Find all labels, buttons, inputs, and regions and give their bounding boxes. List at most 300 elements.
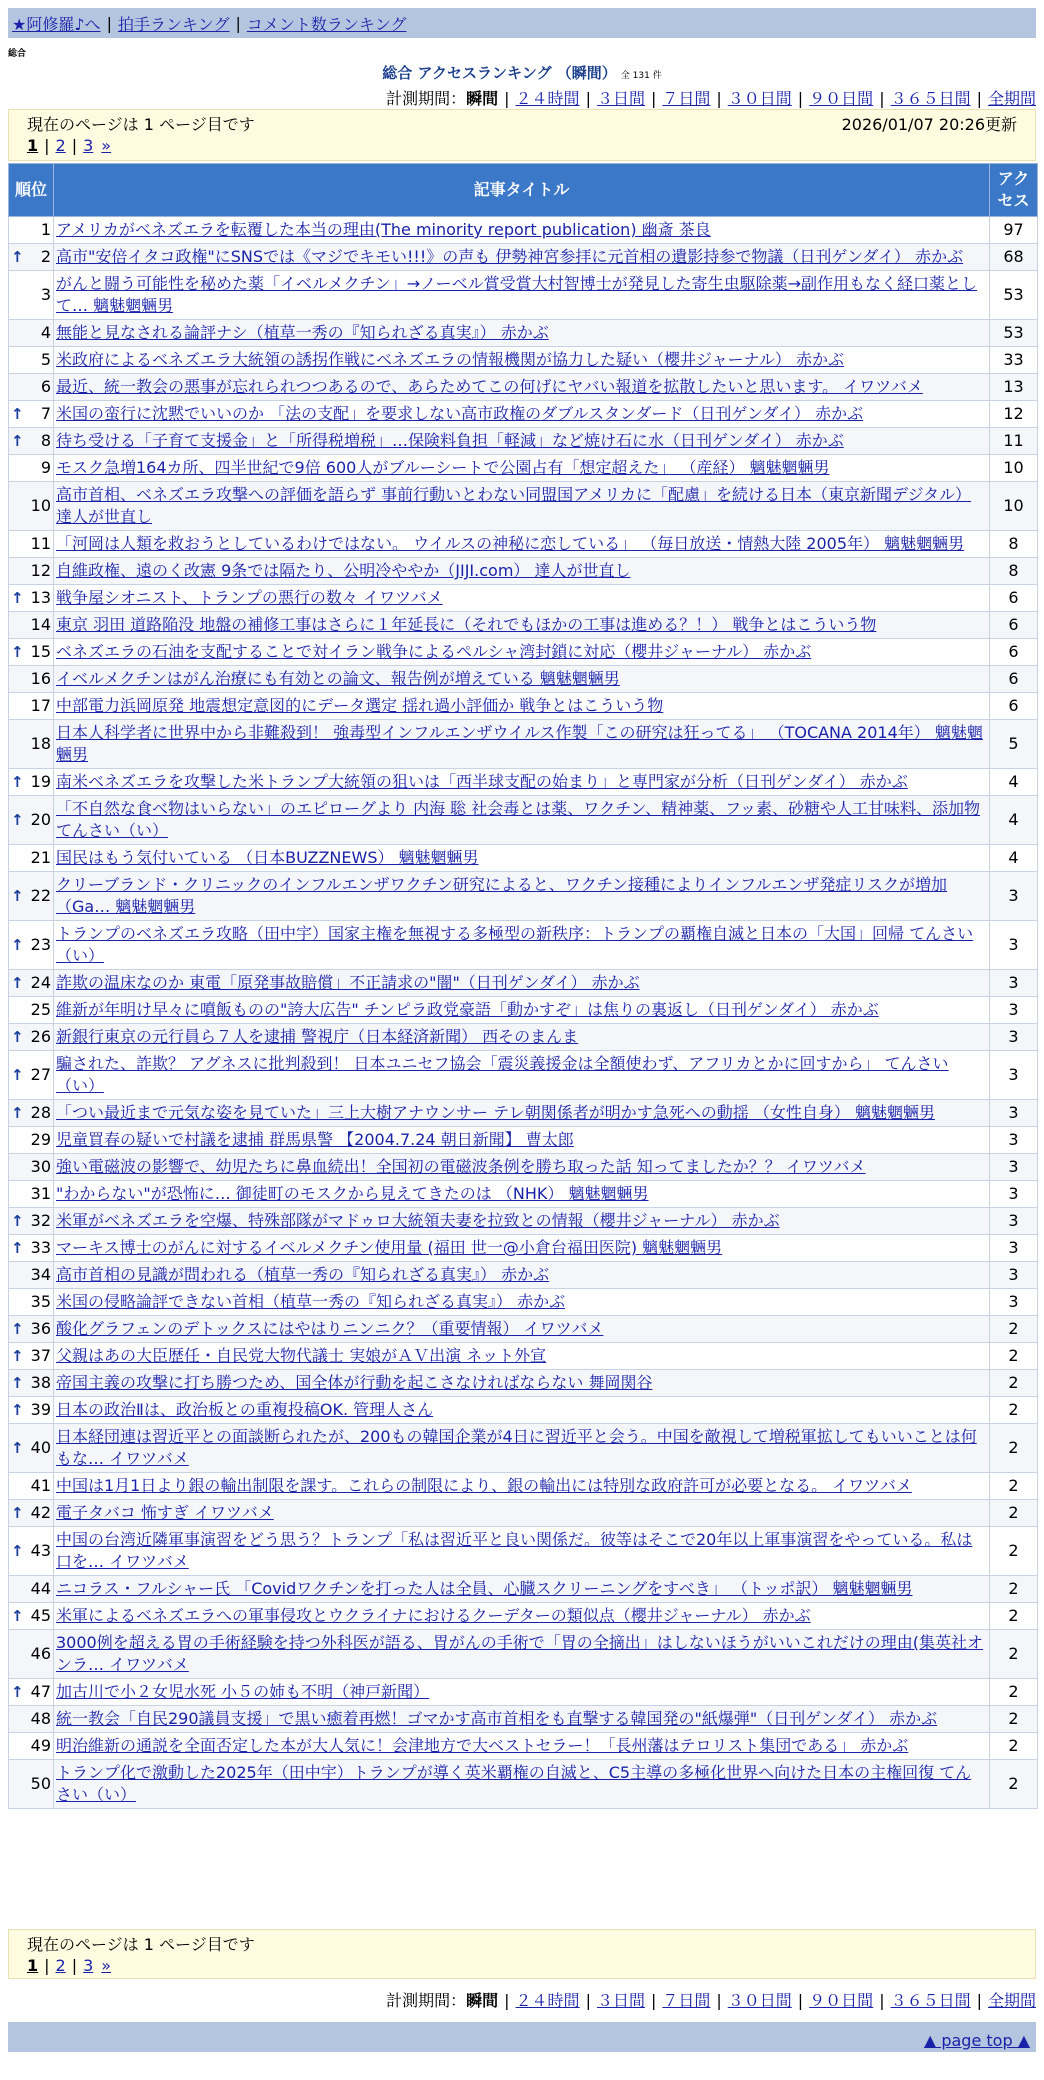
article-title-link[interactable]: 加古川で小２女児水死 小５の姉も不明（神戸新聞） xyxy=(56,1682,430,1701)
access-count: 3 xyxy=(990,1208,1038,1235)
rank-number: 21 xyxy=(30,848,51,867)
article-title-link[interactable]: 詐欺の温床なのか 東電「原発事故賠償」不正請求の"闇"（日刊ゲンダイ） 赤かぶ xyxy=(56,973,640,992)
rank-number: 27 xyxy=(30,1065,51,1084)
access-count: 3 xyxy=(990,1154,1038,1181)
table-row xyxy=(9,531,1038,558)
ranking-title-text: 総合 アクセスランキング （瞬間） xyxy=(382,64,617,82)
rank-cell xyxy=(9,401,54,428)
access-count: 10 xyxy=(990,482,1038,531)
period-separator: | xyxy=(716,1991,722,2010)
rank-number: 6 xyxy=(40,377,51,396)
title-cell xyxy=(54,1181,990,1208)
rank-up-arrow-icon: ↑ xyxy=(11,936,24,954)
rank-cell xyxy=(9,1262,54,1289)
rank-number: 23 xyxy=(30,935,51,954)
period-separator: | xyxy=(716,89,722,108)
rank-number: 38 xyxy=(30,1373,51,1392)
pagination-top xyxy=(27,134,1017,156)
rank-cell xyxy=(9,558,54,585)
article-title-link[interactable]: がんと闘う可能性を秘めた薬「イベルメクチン」→ノーベル賞受賞大村智博士が発見した寄生虫駆除薬→副作用もなく経口薬として… 魑魅魍魎男 xyxy=(56,274,978,315)
rank-number: 4 xyxy=(40,323,51,342)
article-title-link[interactable]: 父親はあの大臣歴任・自民党大物代議士 実娘がＡＶ出演 ネット外宣 xyxy=(56,1346,547,1365)
next-page-link[interactable]: » xyxy=(101,135,112,155)
rank-number: 22 xyxy=(30,886,51,905)
access-count: 97 xyxy=(990,217,1038,244)
article-title-link[interactable]: 3000例を超える胃の手術経験を持つ外科医が語る、胃がんの手術で「胃の全摘出」はしないほうがいいこれだけの理由(集英社オンラ… イワツバメ xyxy=(56,1633,983,1674)
access-count: 3 xyxy=(990,1051,1038,1100)
access-count: 2 xyxy=(990,1527,1038,1576)
access-count: 8 xyxy=(990,558,1038,585)
rank-cell xyxy=(9,1051,54,1100)
period-separator: | xyxy=(797,1991,804,2010)
period-option-link[interactable]: ３０日間 xyxy=(727,1991,792,2010)
title-cell xyxy=(54,1424,990,1473)
page-link[interactable]: 3 xyxy=(83,135,94,155)
period-label: 計測期間： xyxy=(386,1991,467,2010)
rank-cell xyxy=(9,720,54,769)
table-row xyxy=(9,1679,1038,1706)
article-title-link[interactable]: 新銀行東京の元行員ら７人を逮捕 警視庁（日本経済新聞） 西そのまんま xyxy=(56,1027,579,1046)
article-title-link[interactable]: 明治維新の通説を全面否定した本が大人気に！会津地方で大ベストセラー！「長州藩はテロリスト集団である」 赤かぶ xyxy=(56,1736,909,1755)
article-title-link[interactable]: 「つい最近まで元気な姿を見ていた」三上大樹アナウンサー テレ朝関係者が明かす急死への動揺 （女性自身） 魑魅魍魎男 xyxy=(56,1103,935,1122)
rank-up-arrow-icon: ↑ xyxy=(11,1542,24,1560)
article-title-link[interactable]: 無能と見なされる論評ナシ（植草一秀の『知られざる真実』） 赤かぶ xyxy=(56,323,549,342)
access-count: 3 xyxy=(990,1100,1038,1127)
rank-number: 35 xyxy=(30,1292,51,1311)
table-row xyxy=(9,720,1038,769)
access-count: 2 xyxy=(990,1733,1038,1760)
title-cell xyxy=(54,872,990,921)
rank-cell xyxy=(9,531,54,558)
nav-home-link[interactable]: ★阿修羅♪へ xyxy=(12,14,101,34)
table-row xyxy=(9,271,1038,320)
rank-number: 1 xyxy=(40,220,51,239)
rank-number: 31 xyxy=(30,1184,51,1203)
access-count: 2 xyxy=(990,1343,1038,1370)
article-title-link[interactable]: 日本の政治Ⅱは、政治板との重複投稿OK. 管理人さん xyxy=(56,1400,434,1419)
access-count: 2 xyxy=(990,1679,1038,1706)
period-current: 瞬間 xyxy=(466,89,499,108)
rank-number: 28 xyxy=(30,1103,51,1122)
article-title-link[interactable]: 酸化グラフェンのデトックスにはやはりニンニク？（重要情報） イワツバメ xyxy=(56,1319,604,1338)
rank-cell xyxy=(9,1527,54,1576)
title-cell xyxy=(54,244,990,271)
title-cell xyxy=(54,970,990,997)
rank-number: 8 xyxy=(40,431,51,450)
rank-number: 33 xyxy=(30,1238,51,1257)
rank-cell xyxy=(9,1473,54,1500)
rank-cell xyxy=(9,845,54,872)
page-info-top xyxy=(8,109,1036,161)
access-count: 3 xyxy=(990,1127,1038,1154)
rank-number: 34 xyxy=(30,1265,51,1284)
rank-up-arrow-icon: ↑ xyxy=(11,1239,24,1257)
article-title-link[interactable]: 待ち受ける「子育て支援金」と「所得税増税」…保険料負担「軽減」など焼け石に水（日刊ゲンダイ） 赤かぶ xyxy=(56,431,844,450)
rank-cell xyxy=(9,612,54,639)
rank-up-arrow-icon: ↑ xyxy=(11,1401,24,1419)
period-option-link[interactable]: ９０日間 xyxy=(809,1991,874,2010)
nav-comment-ranking-link[interactable]: コメント数ランキング xyxy=(246,14,407,34)
table-row xyxy=(9,1527,1038,1576)
access-count: 2 xyxy=(990,1424,1038,1473)
article-title-link[interactable]: 高市"安倍イタコ政権"にSNSでは《マジでキモい!!!》の声も 伊勢神宮参拝に元首相の遺影持参で物議（日刊ゲンダイ） 赤かぶ xyxy=(56,247,964,266)
rank-number: 43 xyxy=(30,1541,51,1560)
rank-up-arrow-icon: ↑ xyxy=(11,1439,24,1457)
page-current: 1 xyxy=(27,1955,39,1975)
title-cell xyxy=(54,693,990,720)
table-row xyxy=(9,1760,1038,1809)
rank-cell xyxy=(9,769,54,796)
rank-number: 12 xyxy=(30,561,51,580)
table-row xyxy=(9,796,1038,845)
article-title-link[interactable]: 「河岡は人類を救おうとしているわけではない。 ウイルスの神秘に恋している」 （毎日放送・情熱大陸 2005年） 魑魅魍魎男 xyxy=(56,534,965,553)
access-count: 3 xyxy=(990,921,1038,970)
article-title-link[interactable]: トランプのベネズエラ攻略（田中宇）国家主権を無視する多極型の新秩序：トランプの覇権自滅と日本の「大国」回帰 てんさい（い） xyxy=(56,924,974,965)
table-row xyxy=(9,558,1038,585)
rank-cell xyxy=(9,374,54,401)
rank-cell xyxy=(9,1370,54,1397)
article-title-link[interactable]: 児童買春の疑いで村議を逮捕 群馬県警 【2004.7.24 朝日新聞】 曹太郎 xyxy=(56,1130,574,1149)
rank-number: 11 xyxy=(30,534,51,553)
rank-number: 48 xyxy=(30,1709,51,1728)
rank-cell xyxy=(9,1316,54,1343)
period-option-link[interactable]: ３６５日間 xyxy=(890,1991,971,2010)
period-current: 瞬間 xyxy=(466,1991,499,2010)
access-count: 3 xyxy=(990,1289,1038,1316)
access-count: 3 xyxy=(990,1024,1038,1051)
rank-number: 40 xyxy=(30,1438,51,1457)
table-row xyxy=(9,1603,1038,1630)
access-count: 2 xyxy=(990,1397,1038,1424)
title-cell xyxy=(54,1127,990,1154)
rank-cell xyxy=(9,1733,54,1760)
header-rank xyxy=(9,164,54,217)
title-cell xyxy=(54,558,990,585)
bottom-bar xyxy=(8,2022,1036,2052)
rank-cell xyxy=(9,1235,54,1262)
rank-up-arrow-icon: ↑ xyxy=(11,974,24,992)
period-selector-bottom xyxy=(386,1988,1036,2011)
page-link[interactable]: 3 xyxy=(83,1955,94,1975)
rank-up-arrow-icon: ↑ xyxy=(11,1607,24,1625)
rank-up-arrow-icon: ↑ xyxy=(11,248,24,266)
rank-cell xyxy=(9,693,54,720)
title-cell xyxy=(54,1500,990,1527)
article-title-link[interactable]: ベネズエラの石油を支配することで対イラン戦争によるペルシャ湾封鎖に対応（櫻井ジャーナル） 赤かぶ xyxy=(56,642,812,661)
title-cell xyxy=(54,401,990,428)
rank-number: 15 xyxy=(30,642,51,661)
title-cell xyxy=(54,612,990,639)
table-row xyxy=(9,997,1038,1024)
table-row xyxy=(9,1316,1038,1343)
article-title-link[interactable]: 維新が年明け早々に噴飯ものの"誇大広告" チンピラ政党豪語「動かすぞ」は焦りの裏返し（日刊ゲンダイ） 赤かぶ xyxy=(56,1000,879,1019)
title-cell xyxy=(54,1024,990,1051)
rank-cell xyxy=(9,1208,54,1235)
title-cell xyxy=(54,1316,990,1343)
title-cell xyxy=(54,720,990,769)
period-option-link[interactable]: ３日間 xyxy=(596,1991,645,2010)
rank-cell xyxy=(9,1603,54,1630)
rank-number: 10 xyxy=(30,496,51,515)
title-cell xyxy=(54,1576,990,1603)
page-separator: | xyxy=(71,1955,78,1975)
access-count: 4 xyxy=(990,845,1038,872)
article-title-link[interactable]: 中国の台湾近隣軍事演習をどう思う？トランプ「私は習近平と良い関係だ。彼等はそこで20年以上軍事演習をやっている。私は口を… イワツバメ xyxy=(56,1530,973,1571)
rank-up-arrow-icon: ↑ xyxy=(11,811,24,829)
ranking-title xyxy=(0,62,1044,83)
rank-up-arrow-icon: ↑ xyxy=(11,1066,24,1084)
title-cell xyxy=(54,1733,990,1760)
article-title-link[interactable]: 米国の侵略論評できない首相（植草一秀の『知られざる真実』） 赤かぶ xyxy=(56,1292,566,1311)
rank-up-arrow-icon: ↑ xyxy=(11,1320,24,1338)
rank-up-arrow-icon: ↑ xyxy=(11,1504,24,1522)
article-title-link[interactable]: 中部電力浜岡原発 地震想定意図的にデータ選定 揺れ過小評価か 戦争とはこういう物 xyxy=(56,696,664,715)
table-row xyxy=(9,1424,1038,1473)
rank-number: 9 xyxy=(40,458,51,477)
period-separator: | xyxy=(976,1991,982,2010)
access-count: 2 xyxy=(990,1370,1038,1397)
article-title-link[interactable]: "わからない"が恐怖に… 御徒町のモスクから見えてきたのは （NHK） 魑魅魍魎男 xyxy=(56,1184,649,1203)
rank-cell xyxy=(9,666,54,693)
article-title-link[interactable]: 自維政権、遠のく改憲 9条では隔たり、公明冷ややか（JIJI.com） 達人が世直し xyxy=(56,561,631,580)
rank-number: 46 xyxy=(30,1644,51,1663)
period-option-link[interactable]: ２４時間 xyxy=(515,89,580,108)
table-row xyxy=(9,1208,1038,1235)
table-row xyxy=(9,666,1038,693)
rank-number: 24 xyxy=(30,973,51,992)
rank-cell xyxy=(9,1679,54,1706)
page-link[interactable]: 2 xyxy=(55,135,66,155)
article-title-link[interactable]: アメリカがベネズエラを転覆した本当の理由(The minority report publication) 幽斎 茶良 xyxy=(56,220,711,239)
title-cell xyxy=(54,1527,990,1576)
period-option-link[interactable]: ９０日間 xyxy=(809,89,874,108)
access-count: 5 xyxy=(990,720,1038,769)
rank-up-arrow-icon: ↑ xyxy=(11,773,24,791)
period-separator: | xyxy=(879,89,885,108)
title-cell xyxy=(54,1289,990,1316)
title-cell xyxy=(54,1679,990,1706)
rank-up-arrow-icon: ↑ xyxy=(11,1374,24,1392)
table-row xyxy=(9,921,1038,970)
page-separator: | xyxy=(44,135,50,155)
table-row xyxy=(9,1397,1038,1424)
rank-number: 16 xyxy=(30,669,51,688)
table-row xyxy=(9,769,1038,796)
rank-cell xyxy=(9,997,54,1024)
period-separator: | xyxy=(585,1991,591,2010)
access-count: 3 xyxy=(990,1181,1038,1208)
period-separator: | xyxy=(504,1991,510,2010)
rank-up-arrow-icon: ↑ xyxy=(11,1104,24,1122)
title-cell xyxy=(54,845,990,872)
table-row xyxy=(9,612,1038,639)
rank-up-arrow-icon: ↑ xyxy=(11,432,24,450)
rank-number: 25 xyxy=(30,1000,51,1019)
rank-number: 17 xyxy=(30,696,51,715)
rank-cell xyxy=(9,455,54,482)
period-option-link[interactable]: ７日間 xyxy=(662,89,711,108)
title-cell xyxy=(54,531,990,558)
section-label: 総合 xyxy=(8,49,27,59)
rank-number: 50 xyxy=(30,1774,51,1793)
access-count: 3 xyxy=(990,1235,1038,1262)
article-title-link[interactable]: 東京 羽田 道路陥没 地盤の補修工事はさらに１年延長に（それでもほかの工事は進める？！） 戦争とはこういう物 xyxy=(56,615,877,634)
page-link[interactable]: 2 xyxy=(55,1955,66,1975)
rank-cell xyxy=(9,1630,54,1679)
period-option-link[interactable]: ３日間 xyxy=(596,89,645,108)
table-row xyxy=(9,1127,1038,1154)
period-option-link[interactable]: ３６５日間 xyxy=(890,89,971,108)
title-cell xyxy=(54,1473,990,1500)
title-cell xyxy=(54,796,990,845)
title-cell xyxy=(54,1154,990,1181)
period-separator: | xyxy=(504,89,510,108)
current-page-text-bottom: 現在のページは 1 ページ目です xyxy=(27,1934,255,1954)
updated-timestamp: 2026/01/07 20:26更新 xyxy=(841,114,1017,134)
article-title-link[interactable]: 米軍がベネズエラを空爆、特殊部隊がマドゥロ大統領夫妻を拉致との情報（櫻井ジャーナル） 赤かぶ xyxy=(56,1211,780,1230)
article-title-link[interactable]: マーキス博士のがんに対するイベルメクチン使用量 (福田 世一@小倉台福田医院) 魑魅魍魎男 xyxy=(56,1238,723,1257)
article-title-link[interactable]: 騙された、詐欺？ アグネスに批判殺到！ 日本ユニセフ協会「震災義援金は全額使わず、アフリカとかに回すから」 てんさい（い） xyxy=(56,1054,949,1095)
ranking-count: 全 131 件 xyxy=(620,71,662,81)
rank-up-arrow-icon: ↑ xyxy=(11,1028,24,1046)
rank-cell xyxy=(9,1706,54,1733)
title-cell xyxy=(54,1100,990,1127)
table-row xyxy=(9,374,1038,401)
period-separator: | xyxy=(650,1991,657,2010)
article-title-link[interactable]: 米国の蛮行に沈黙でいいのか 「法の支配」を要求しない高市政権のダブルスタンダード（日刊ゲンダイ） 赤かぶ xyxy=(56,404,864,423)
rank-cell xyxy=(9,1024,54,1051)
article-title-link[interactable]: 帝国主義の攻撃に打ち勝つため、国全体が行動を起こさなければならない 舞岡関谷 xyxy=(56,1373,653,1392)
rank-cell xyxy=(9,970,54,997)
page-top-link[interactable]: ▲ page top ▲ xyxy=(923,2031,1030,2050)
article-title-link[interactable]: イベルメクチンはがん治療にも有効との論文、報告例が増えている 魑魅魍魎男 xyxy=(56,669,620,688)
article-title-link[interactable]: ニコラス・フルシャー氏 「Covidワクチンを打った人は全員、心臓スクリーニングをすべき」 （トッポ訳） 魑魅魍魎男 xyxy=(56,1579,913,1598)
title-cell xyxy=(54,1397,990,1424)
rank-number: 39 xyxy=(30,1400,51,1419)
title-cell xyxy=(54,455,990,482)
rank-cell xyxy=(9,1181,54,1208)
article-title-link[interactable]: 「不自然な食べ物はいらない」のエピローグより 内海 聡 社会毒とは薬、ワクチン、精神薬、フッ素、砂糖や人工甘味料、添加物 てんさい（い） xyxy=(56,799,981,840)
access-count: 33 xyxy=(990,347,1038,374)
access-count: 4 xyxy=(990,796,1038,845)
next-page-link[interactable]: » xyxy=(101,1955,112,1975)
title-cell xyxy=(54,639,990,666)
access-count: 13 xyxy=(990,374,1038,401)
title-cell xyxy=(54,320,990,347)
access-count: 3 xyxy=(990,997,1038,1024)
access-count: 2 xyxy=(990,1603,1038,1630)
rank-cell xyxy=(9,1100,54,1127)
rank-cell xyxy=(9,244,54,271)
access-count: 2 xyxy=(990,1473,1038,1500)
article-title-link[interactable]: 日本経団連は習近平との面談断られたが、200もの韓国企業が4日に習近平と会う。中国を敵視して増税軍拡してもいいことは何もな… イワツバメ xyxy=(56,1427,977,1468)
rank-number: 49 xyxy=(30,1736,51,1755)
article-title-link[interactable]: モスク急増164カ所、四半世紀で9倍 600人がブルーシートで公園占有「想定超えた」 （産経） 魑魅魍魎男 xyxy=(56,458,830,477)
title-cell xyxy=(54,921,990,970)
article-title-link[interactable]: 米軍によるベネズエラへの軍事侵攻とウクライナにおけるクーデターの類似点（櫻井ジャーナル） 赤かぶ xyxy=(56,1606,811,1625)
period-option-link[interactable]: 全期間 xyxy=(987,1991,1036,2010)
article-title-link[interactable]: トランプ化で激動した2025年（田中宇）トランプが導く英米覇権の自滅と、C5主導の多極化世界へ向けた日本の主権回復 てんさい（い） xyxy=(56,1763,972,1804)
article-title-link[interactable]: クリーブランド・クリニックのインフルエンザワクチン研究によると、ワクチン接種によりインフルエンザ発症リスクが増加（Ga… 魑魅魍魎男 xyxy=(56,875,948,916)
article-title-link[interactable]: 強い電磁波の影響で、幼児たちに鼻血続出！全国初の電磁波条例を勝ち取った話 知ってましたか？？ イワツバメ xyxy=(56,1157,866,1176)
header-access xyxy=(990,164,1038,217)
article-title-link[interactable]: 高市首相の見識が問われる（植草一秀の『知られざる真実』） 赤かぶ xyxy=(56,1265,550,1284)
rank-cell xyxy=(9,1289,54,1316)
rank-up-arrow-icon: ↑ xyxy=(11,643,24,661)
title-cell xyxy=(54,374,990,401)
table-row xyxy=(9,1051,1038,1100)
article-title-link[interactable]: 最近、統一教会の悪事が忘れられつつあるので、あらためてこの何げにヤバい報道を拡散したいと思います。 イワツバメ xyxy=(56,377,923,396)
rank-number: 14 xyxy=(30,615,51,634)
period-option-link[interactable]: ７日間 xyxy=(662,1991,711,2010)
rank-number: 42 xyxy=(30,1503,51,1522)
title-cell xyxy=(54,428,990,455)
title-cell xyxy=(54,271,990,320)
article-title-link[interactable]: 中国は1月1日より銀の輸出制限を課す。これらの制限により、銀の輸出には特別な政府許可が必要となる。 イワツバメ xyxy=(56,1476,912,1495)
table-header-row xyxy=(9,164,1038,217)
access-count: 2 xyxy=(990,1706,1038,1733)
period-separator: | xyxy=(879,1991,885,2010)
article-title-link[interactable]: 電子タバコ 怖すぎ イワツバメ xyxy=(56,1503,274,1522)
rank-number: 19 xyxy=(30,772,51,791)
table-row xyxy=(9,401,1038,428)
rank-number: 20 xyxy=(30,810,51,829)
access-count: 6 xyxy=(990,612,1038,639)
article-title-link[interactable]: 高市首相、ベネズエラ攻撃への評価を語らず 事前行動いとわない同盟国アメリカに「配慮」を続ける日本（東京新聞デジタル） 達人が世直し xyxy=(56,485,972,526)
rank-up-arrow-icon: ↑ xyxy=(11,405,24,423)
table-row xyxy=(9,482,1038,531)
title-cell xyxy=(54,1208,990,1235)
rank-number: 47 xyxy=(30,1682,51,1701)
period-option-link[interactable]: 全期間 xyxy=(987,89,1036,108)
article-title-link[interactable]: 南米ベネズエラを攻撃した米トランプ大統領の狙いは「西半球支配の始まり」と専門家が分析（日刊ゲンダイ） 赤かぶ xyxy=(56,772,908,791)
article-title-link[interactable]: 米政府によるベネズエラ大統領の誘拐作戦にベネズエラの情報機関が協力した疑い（櫻井ジャーナル） 赤かぶ xyxy=(56,350,844,369)
article-title-link[interactable]: 国民はもう気付いている （日本BUZZNEWS） 魑魅魍魎男 xyxy=(56,848,479,867)
access-count: 68 xyxy=(990,244,1038,271)
period-option-link[interactable]: ３０日間 xyxy=(727,89,792,108)
article-title-link[interactable]: 統一教会「自民290議員支援」で黒い癒着再燃！ゴマかす高市首相をも直撃する韓国発の"紙爆弾"（日刊ゲンダイ） 赤かぶ xyxy=(56,1709,938,1728)
period-option-link[interactable]: ２４時間 xyxy=(515,1991,580,2010)
table-row xyxy=(9,244,1038,271)
title-cell xyxy=(54,1370,990,1397)
title-cell xyxy=(54,666,990,693)
rank-cell xyxy=(9,347,54,374)
access-count: 2 xyxy=(990,1500,1038,1527)
pagination-bottom xyxy=(27,1954,1017,1976)
table-row xyxy=(9,1235,1038,1262)
access-count: 3 xyxy=(990,970,1038,997)
article-title-link[interactable]: 日本人科学者に世界中から非難殺到！ 強毒型インフルエンザウイルス作製「この研究は狂ってる」 （TOCANA 2014年） 魑魅魍魎男 xyxy=(56,723,983,764)
access-count: 4 xyxy=(990,769,1038,796)
table-row xyxy=(9,1500,1038,1527)
rank-number: 45 xyxy=(30,1606,51,1625)
rank-number: 2 xyxy=(40,247,51,266)
rank-cell xyxy=(9,320,54,347)
nav-separator: | xyxy=(235,13,241,33)
access-count: 6 xyxy=(990,666,1038,693)
current-page-text: 現在のページは 1 ページ目です xyxy=(27,114,255,134)
rank-cell xyxy=(9,796,54,845)
table-row xyxy=(9,872,1038,921)
rank-number: 30 xyxy=(30,1157,51,1176)
page-separator: | xyxy=(44,1955,50,1975)
nav-clap-ranking-link[interactable]: 拍手ランキング xyxy=(117,14,230,34)
rank-number: 36 xyxy=(30,1319,51,1338)
article-title-link[interactable]: 戦争屋シオニスト、トランプの悪行の数々 イワツバメ xyxy=(56,588,443,607)
title-cell xyxy=(54,347,990,374)
table-row xyxy=(9,428,1038,455)
rank-cell xyxy=(9,1760,54,1809)
